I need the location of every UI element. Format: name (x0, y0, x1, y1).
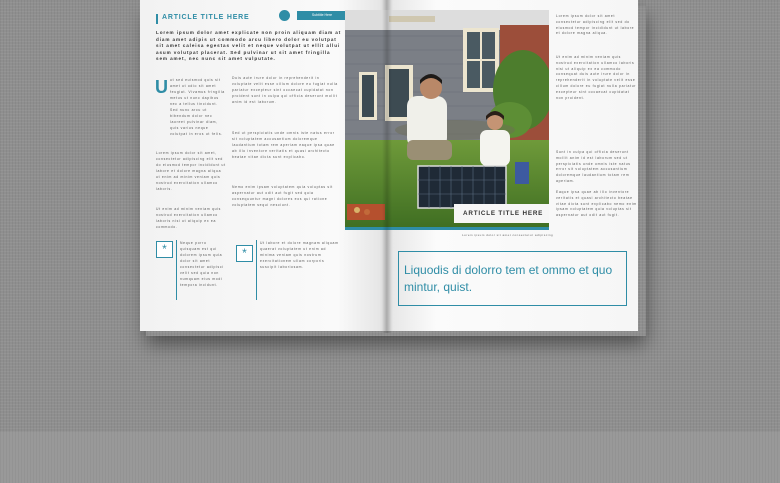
column-3-para-1: Lorem ipsum dolor sit amet consectetur adipiscing elit sed do eiusmod tempor incididunt ut labore et dolore magna aliqua. (556, 14, 635, 36)
column-2-para-2: Sed ut perspiciatis unde omnis iste natus error sit voluptatem accusantium doloremque laudantium totam rem aperiam eaque ipsa quae ab illo inventore veritatis et quasi architecto beatae vitae dicta sunt explicabo. (232, 131, 335, 159)
column-3-para-3: Sunt in culpa qui officia deserunt mollit anim id est laborum sed ut perspiciatis unde omnis iste natus error sit voluptatem accusantium doloremque laudantium totam rem aperiam. (556, 150, 631, 183)
intro-paragraph: Lorem ipsum dolor amet explicate non proin aliquam diam at diam amet adipis ut commodo arcu libero dolor eu volutpat sit amet caleisa egestas velit et neque volutpat ut ellit allui asum volutpat placerat. Sed pulvinar ut sit amet fringilla sem amet, nec nunc sit amet vulputate. (156, 30, 342, 62)
article-title: ARTICLE TITLE HERE (162, 14, 250, 21)
column-3-para-4: Eaque ipsa quae ab illo inventore veritatis et quasi architecto beatae vitae dicta sunt explicabo nemo enim ipsam voluptatem quia voluptas sit aspernatur aut odit aut fugit. (556, 190, 637, 218)
family-solar-panel-photo (345, 10, 549, 229)
column-1-para-2: Lorem ipsum dolor sit amet, consectetur adipiscing elit sed do eiusmod tempor incididunt ut labore et dolore magna aliqua ut enim ad minim veniam quis nostrud exercitation ullamco laboris. (156, 151, 226, 191)
column-1-para-1: ut sed euismod quis sit amet ut odio sit amet feugiat. Vivamus fringilla metus ut nunc dapibus nec a tellus tincidunt. Sed nunc arcu ut bibendum dolor nec laoreet pulvinar diam, quis varius neque volutpat in eros ut felis. (170, 78, 225, 136)
column-3-para-2: Ut enim ad minim veniam quis nostrud exercitation ullamco laboris nisi ut aliquip ex ea commodo consequat duis aute irure dolor in reprehenderit in voluptate velit esse cillum dolore eu fugiat nulla pariatur excepteur sint occaecat cupidatat non proident. (556, 55, 637, 100)
column-2-para-1: Duis aute irure dolor in reprehenderit in voluptate velit esse cillum dolore eu fugiat nulla pariatur excepteur sint occaecat cupidatat non proident sunt in culpa qui officia deserunt mollit anim id est laborum. (232, 76, 338, 104)
photo-caption: ARTICLE TITLE HERE (463, 210, 544, 217)
asterisk-icon: * (236, 245, 253, 262)
subtitle-tag: Subtitle Here (297, 11, 347, 20)
pull-quote: Liquodis di dolorro tem et ommo et quo mintur, quist. (404, 263, 613, 294)
asterisk-icon: * (156, 241, 173, 258)
photo-accent-bar (345, 227, 549, 230)
box-2-text: Ut labore et dolore magnam aliquam quaerat voluptatem ut enim ad minima veniam quis nostrum exercitationem ullam corporis suscipit laboriosam. (260, 241, 339, 269)
column-1-para-3: Ut enim ad minim veniam quis nostrud exercitation ullamco laboris nisi ut aliquip ex ea commodo. (156, 207, 222, 229)
divider-line (256, 240, 257, 300)
box-1-text: Neque porro quisquam est qui dolorem ipsum quia dolor sit amet consectetur adipisci velit sed quia non numquam eius modi tempora incidunt. (180, 241, 224, 287)
title-accent-bar (156, 14, 158, 24)
divider-line (176, 240, 177, 300)
accent-dot-icon (279, 10, 290, 21)
table-edge (0, 432, 780, 483)
page-gutter (382, 0, 392, 333)
photo-credit: Lorem ipsum dolor sit amet consectetur adipiscing (462, 233, 554, 237)
column-2-para-3: Nemo enim ipsam voluptatem quia voluptas sit aspernatur aut odit aut fugit sed quia consequuntur magni dolores eos qui ratione voluptatem sequi nesciunt. (232, 185, 333, 207)
drop-cap: U (155, 77, 168, 97)
